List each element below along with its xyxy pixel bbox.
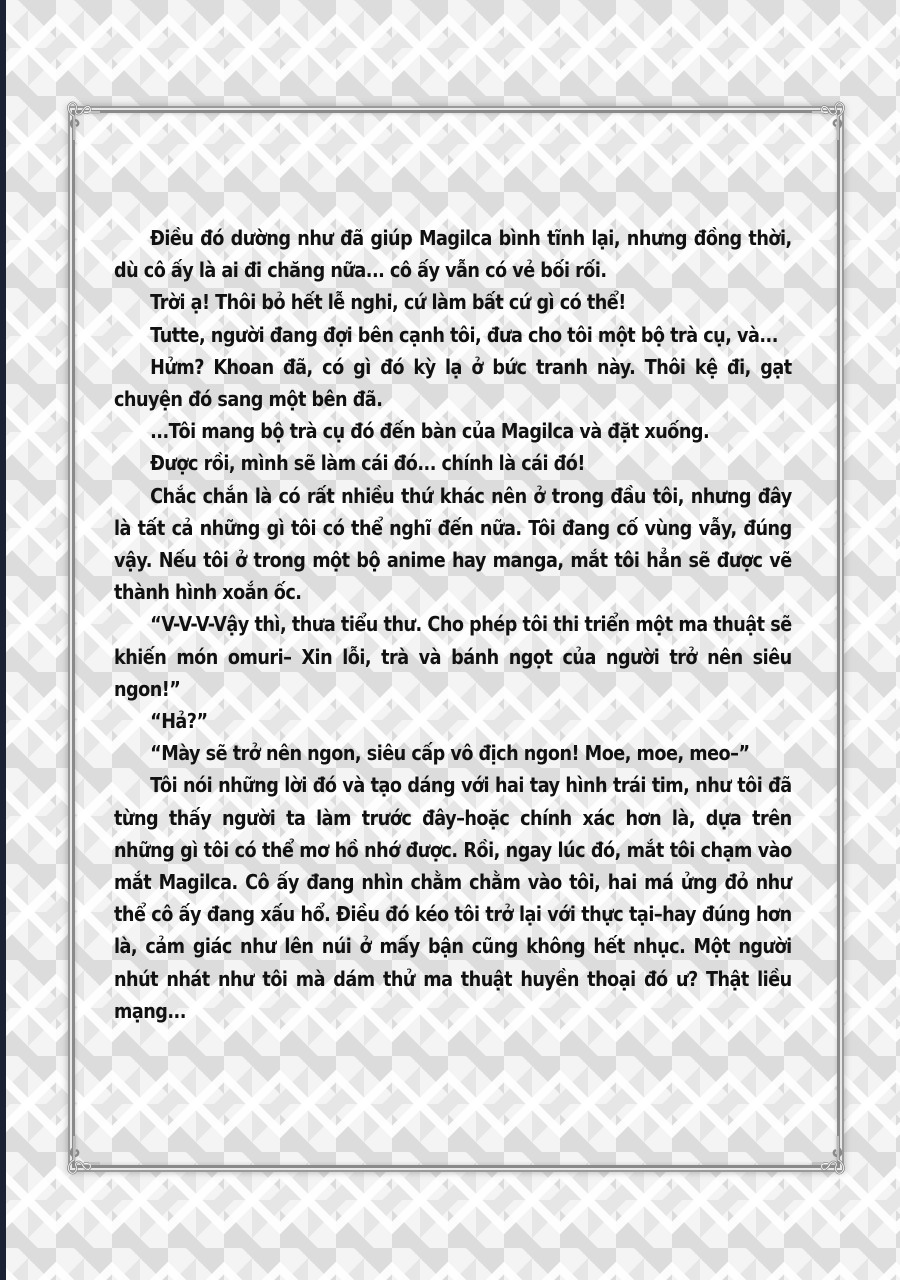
- paragraph: Điều đó dường như đã giúp Magilca bình tĩnh lại, nhưng đồng thời, dù cô ấy là ai đi chăng nữa... cô ấy vẫn có vẻ bối rối.: [114, 226, 792, 283]
- paragraph: Hửm? Khoan đã, có gì đó kỳ lạ ở bức tranh này. Thôi kệ đi, gạt chuyện đó sang một bên đã.: [114, 354, 792, 412]
- paragraph: Trời ạ! Thôi bỏ hết lễ nghi, cứ làm bất cứ gì có thể!: [150, 290, 626, 315]
- page-body-text: [114, 222, 792, 1027]
- paragraph: Tôi nói những lời đó và tạo dáng với hai tay hình trái tim, như tôi đã từng thấy người ta làm trước đây–hoặc chính xác hơn là, dựa trên những gì tôi có thể mơ hồ nhớ được. Rồi, ngay lúc đó, mắt tôi chạm vào mắt Magilca. Cô ấy đang nhìn chằm chằm vào tôi, hai má ửng đỏ như thể cô ấy đang xấu hổ. Điều đó kéo tôi trở lại với thực tại–hay đúng hơn là, cảm giác như lên núi ở mấy bận cũng không hết nhục. Một người nhút nhát như tôi mà dám thử ma thuật huyền thoại đó ư? Thật liều mạng...: [114, 773, 792, 1023]
- paragraph: ...Tôi mang bộ trà cụ đó đến bàn của Magilca và đặt xuống.: [150, 419, 710, 444]
- paragraph: “V-V-V-Vậy thì, thưa tiểu thư. Cho phép tôi thi triển một ma thuật sẽ khiến món omuri– Xin lỗi, trà và bánh ngọt của người trở nên siêu ngon!”: [114, 612, 792, 701]
- book-spine-edge: [0, 0, 6, 1280]
- paragraph: Chắc chắn là có rất nhiều thứ khác nên ở trong đầu tôi, nhưng đây là tất cả những gì tôi có thể nghĩ đến nữa. Tôi đang cố vùng vẫy, đúng vậy. Nếu tôi ở trong một bộ anime hay manga, mắt tôi hẳn sẽ được vẽ thành hình xoắn ốc.: [114, 483, 792, 605]
- paragraph: Tutte, người đang đợi bên cạnh tôi, đưa cho tôi một bộ trà cụ, và...: [150, 322, 778, 347]
- paragraph: “Mày sẽ trở nên ngon, siêu cấp vô địch ngon! Moe, moe, meo–”: [150, 741, 750, 766]
- paragraph: “Hả?”: [150, 709, 208, 734]
- flourish-corner-icon: [812, 1134, 852, 1178]
- flourish-corner-icon: [812, 98, 852, 142]
- flourish-corner-icon: [60, 1134, 100, 1178]
- paragraph: Được rồi, mình sẽ làm cái đó... chính là cái đó!: [150, 451, 585, 476]
- flourish-corner-icon: [60, 98, 100, 142]
